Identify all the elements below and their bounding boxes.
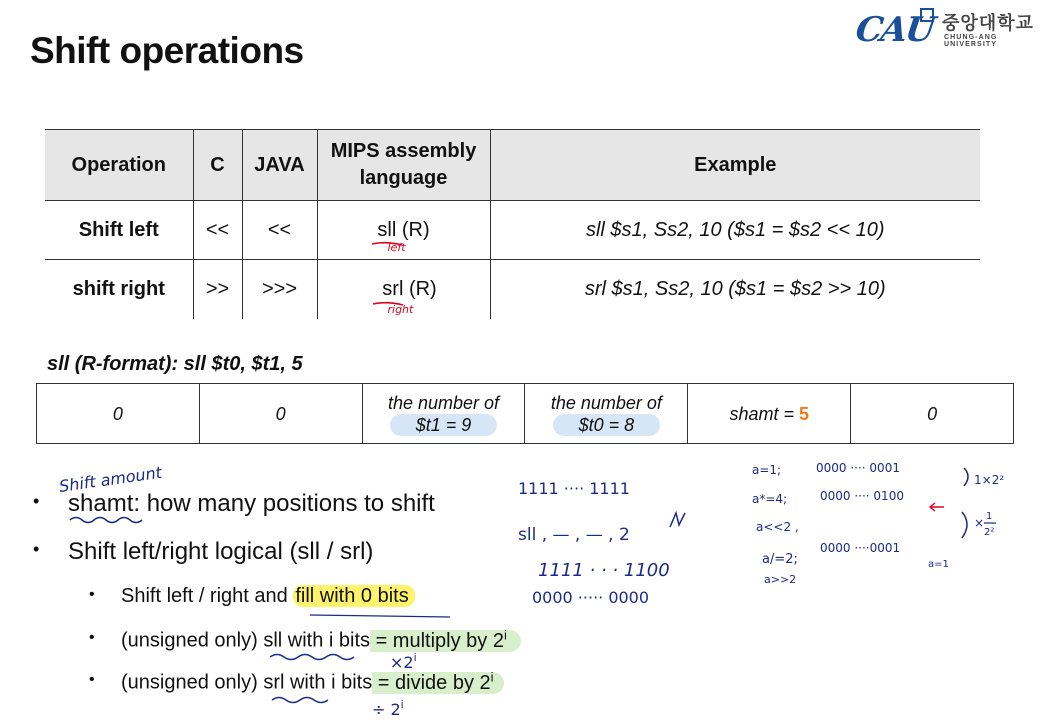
row-c: <<	[193, 201, 242, 260]
handwritten-note: right	[387, 303, 414, 316]
row-operation: Shift left	[45, 201, 193, 260]
bullet-shamt-text: how many positions to shift	[140, 490, 435, 517]
bullet-sll-exponent: i	[503, 627, 507, 642]
bullet-srl-term: srl with i bits	[263, 671, 373, 694]
bullet-dot: •	[89, 629, 95, 646]
header-mips-text: MIPS assembly language	[330, 140, 477, 189]
field-rd	[525, 384, 688, 444]
hw-a-mul-4: a*=4;	[752, 492, 788, 506]
hw-times-2i: $\times 2^i$	[390, 651, 417, 672]
row-java: >>>	[242, 260, 317, 319]
wavy-underline	[272, 698, 328, 703]
handwritten-note: left	[387, 241, 406, 254]
underline	[310, 615, 450, 617]
header-operation: Operation	[45, 130, 193, 201]
row-mips	[317, 201, 490, 260]
bullet-sll-term: sll with i bits	[263, 629, 371, 652]
bullet-dot: •	[33, 539, 40, 559]
hw-a-shl-2: a<<2 ,	[756, 520, 799, 534]
field-shamt-value: 5	[798, 403, 809, 424]
logo-english-name: CHUNG-ANG UNIVERSITY	[944, 34, 998, 48]
hw-a1-bits: 0000 ···· 0001	[816, 461, 900, 475]
hw-bits-zero: 0000 ····· 0000	[532, 588, 650, 607]
bullet-logical: Shift left/right logical (sll / srl)	[68, 538, 374, 565]
hw-times-2sq: 1×2²	[974, 473, 1005, 487]
row-operation: shift right	[45, 260, 193, 319]
hw-bits-ones: 1111 ···· 1111	[518, 479, 630, 498]
table-row	[45, 201, 980, 260]
hw-a-div-2: a/=2;	[762, 552, 798, 567]
field-shamt	[688, 384, 851, 444]
row-mips	[317, 260, 490, 319]
field-funct: 0	[851, 384, 1014, 444]
field-rd-label: the number of	[550, 392, 662, 413]
hw-brace	[962, 512, 967, 538]
bullet-fill-zero-text: Shift left / right and	[121, 585, 294, 607]
field-rd-value: $t0 = 8	[553, 414, 661, 436]
header-java: JAVA	[242, 130, 317, 201]
field-op: 0	[37, 384, 200, 444]
wavy-underline	[270, 655, 354, 660]
rformat-fields-table	[36, 383, 1014, 444]
bullet-sll-prefix: (unsigned only)	[121, 629, 264, 652]
rformat-title: sll (R-format): sll $t0, $t1, 5	[47, 353, 303, 375]
hw-div-2i: ÷ $2^i$	[372, 698, 404, 719]
row-example: sll $s1, Ss2, 10 ($s1 = $s2 << 10)	[490, 201, 980, 260]
bullet-srl-text: = divide by 2	[372, 671, 491, 694]
row-example: srl $s1, Ss2, 10 ($s1 = $s2 >> 10)	[584, 277, 886, 300]
bullet-srl-exponent: i	[490, 669, 494, 684]
logo-square-icon	[920, 8, 934, 22]
hw-times-half: ×	[974, 516, 985, 530]
hw-a4-bits: 0000 ····0001	[820, 541, 901, 555]
hw-brace	[964, 468, 968, 486]
table-header-row	[45, 130, 980, 201]
row-java: <<	[242, 201, 317, 260]
bullet-fill-zero	[121, 585, 415, 608]
logo-korean-name: 중앙대학교	[942, 13, 1034, 33]
wavy-underline	[70, 518, 142, 523]
bullet-sll-text: = multiply by 2	[370, 629, 504, 652]
bullet-sll-rest	[370, 627, 521, 652]
hw-check-mark	[670, 513, 685, 527]
field-rt-value: $t1 = 9	[390, 414, 498, 436]
rformat-row	[37, 384, 1014, 444]
bullet-shamt	[68, 490, 435, 518]
svg-text:2²: 2²	[984, 527, 995, 538]
row-c: >>	[193, 260, 242, 319]
field-rt	[362, 384, 525, 444]
hw-a-eq-1: a=1;	[752, 463, 782, 477]
bullet-dot: •	[33, 491, 40, 511]
hw-red-arrow	[930, 503, 944, 511]
hw-bits-shifted: 1111 · · · 1100	[538, 560, 670, 581]
logo-brand: CAU	[853, 10, 936, 50]
university-logo	[853, 8, 1036, 50]
bullet-fill-zero-highlight: fill with 0 bits	[293, 585, 414, 607]
mips-instruction: srl (R)	[360, 278, 446, 300]
header-mips	[317, 130, 490, 201]
hw-a-shr-2: a>>2	[764, 573, 797, 586]
hw-sll-steps: sll , — , — , 2	[518, 525, 630, 545]
field-rs: 0	[199, 384, 362, 444]
bullet-dot: •	[89, 586, 95, 603]
mips-instruction: sll (R)	[373, 219, 433, 241]
hw-shift-amount: Shift amount	[57, 462, 164, 496]
bullet-dot: •	[89, 671, 95, 688]
header-c: C	[193, 130, 242, 201]
table-row	[45, 260, 980, 319]
hw-a-equals-1: a=1	[928, 559, 949, 570]
bullet-srl-prefix: (unsigned only)	[121, 671, 264, 694]
bullet-srl-divide	[121, 669, 504, 695]
bullet-shamt-term: shamt:	[68, 490, 141, 517]
page-title: Shift operations	[30, 30, 304, 71]
shift-operations-table	[45, 129, 980, 319]
bullet-srl-rest	[372, 669, 503, 694]
header-example: Example	[490, 130, 980, 201]
svg-text:1: 1	[986, 511, 993, 522]
hw-a2-bits: 0000 ···· 0100	[820, 489, 904, 503]
bullet-sll-multiply	[121, 627, 521, 653]
field-shamt-label: shamt =	[729, 403, 799, 424]
field-rt-label: the number of	[387, 392, 500, 413]
